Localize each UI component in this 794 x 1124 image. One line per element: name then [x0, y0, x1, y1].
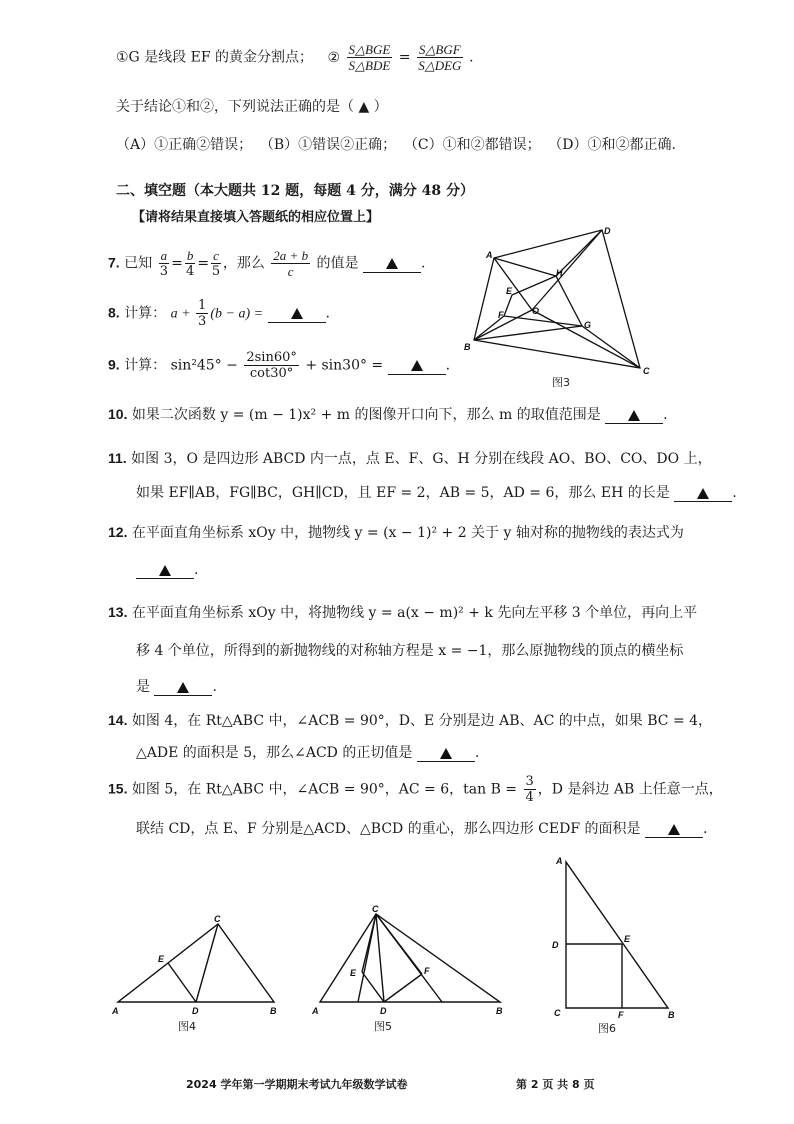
option-c: （C）①和②都错误； [403, 137, 541, 153]
label-b: B [496, 1006, 503, 1016]
figure-4-caption: 图4 [178, 1020, 196, 1033]
label-e: E [506, 286, 513, 296]
options-row [116, 134, 676, 154]
triangle-acb [566, 862, 668, 1008]
section-title: 二、填空题（本大题共 12 题，每题 4 分，满分 48 分） [116, 183, 474, 199]
segment-cd [376, 914, 384, 1002]
option-a: （A）①正确②错误； [116, 137, 253, 153]
answer-blank-15[interactable] [645, 821, 703, 838]
question-7: 7. 已知 $\frac{a}{3}$ = $\frac{b}{4}$ = $\frac{c}{5}$ ，那么 $\frac{2a + b}{c}$ 的值是 . [108, 248, 426, 279]
answer-blank-11[interactable] [674, 485, 732, 502]
label-c: C [214, 914, 221, 924]
label-o: O [532, 306, 540, 316]
label-a: A [112, 1006, 119, 1016]
question-13-line3: 是 . [136, 679, 217, 695]
segment-de [168, 963, 196, 1002]
answer-blank-7[interactable] [363, 256, 421, 273]
segment-ed [362, 972, 384, 1002]
question-13: 13. 在平面直角坐标系 xOy 中，将抛物线 y = a(x − m)² + k 先向左平移 3 个单位，再向上平 [108, 604, 698, 621]
label-c: C [643, 366, 650, 376]
answer-blank-12[interactable] [136, 562, 194, 579]
question-10: 10. 如果二次函数 y = (m − 1)x² + m 的图像开口向下，那么 m 的取值范围是 . [108, 406, 668, 423]
conclusion-1: ①G 是线段 EF 的黄金分割点； [116, 49, 314, 66]
figure-5-caption: 图5 [374, 1020, 392, 1033]
question-12: 12. 在平面直角坐标系 xOy 中，抛物线 y = (x − 1)² + 2 关于 y 轴对称的抛物线的表达式为 [108, 524, 684, 541]
segment-fd [384, 974, 422, 1002]
label-f: F [498, 310, 504, 320]
ratio-2: $\frac{\text{S△BGF}}{\text{S△DEG}}$ [418, 42, 462, 73]
question-8: 8. 计算： a + $\frac{1}{3}$ (b − a) = . [108, 298, 330, 329]
question-9: 9. 计算： sin²45° − $\frac{2\sin 60^\circ}{\cot 30^\circ}$ + sin30° = . [108, 350, 451, 381]
answer-blank-9[interactable] [388, 358, 446, 375]
option-b: （B）①错误②正确； [259, 137, 397, 153]
conclusion-2-label: ② [327, 49, 341, 66]
question-15-line2: 联结 CD，点 E、F 分别是△ACD、△BCD 的重心，那么四边形 CEDF 的面积是 . [136, 821, 708, 837]
figure-3 [462, 222, 662, 378]
conclusion-line: ①G 是线段 EF 的黄金分割点； ② $\frac{\text{S△BGE}}{\text{S△BDE}}$ = $\frac{\text{S△BGF}}{\text{S△DEG}}$ . [116, 42, 474, 73]
question-12-line2: . [136, 562, 198, 579]
answer-blank-14[interactable] [417, 745, 475, 762]
question-11-line2: 如果 EF∥AB，FG∥BC，GH∥CD，且 EF = 2，AB = 5，AD = 6，那么 EH 的长是 . [136, 485, 737, 501]
label-c: C [372, 904, 379, 914]
label-d: D [552, 940, 559, 950]
label-e: E [158, 954, 165, 964]
question-15: 15. 如图 5，在 Rt△ABC 中，∠ACB = 90°，AC = 6，tan B = $\frac{3}{4}$ ，D 是斜边 AB 上任意一点， [108, 774, 723, 805]
triangle-abc [118, 924, 274, 1002]
answer-blank-8[interactable] [268, 306, 326, 323]
figure-5 [312, 902, 512, 1018]
segment-cd [196, 924, 218, 1002]
figure-6 [544, 852, 684, 1022]
label-b: B [270, 1006, 277, 1016]
label-b: B [464, 342, 471, 352]
label-d: D [380, 1006, 387, 1016]
ratio-1: $\frac{\text{S△BGE}}{\text{S△BDE}}$ [348, 42, 391, 73]
answer-blank-10[interactable] [605, 407, 663, 424]
label-f: F [618, 1010, 624, 1020]
label-a: A [312, 1006, 319, 1016]
answer-blank-13[interactable] [154, 679, 212, 696]
section-note: 【请将结果直接填入答题纸的相应位置上】 [132, 210, 380, 225]
footer-title: 2024 学年第一学期期末考试九年级数学试卷 [186, 1078, 408, 1091]
label-b: B [668, 1010, 675, 1020]
label-a: A [486, 250, 493, 260]
option-d: （D）①和②都正确. [548, 137, 676, 153]
figure-4 [108, 914, 288, 1018]
footer-page: 第 2 页 共 8 页 [516, 1078, 595, 1091]
segment-ao [494, 258, 532, 310]
quad-abcd [474, 230, 640, 368]
figure-3-caption: 图3 [552, 376, 570, 389]
question-14: 14. 如图 4，在 Rt△ABC 中，∠ACB = 90°，D、E 分别是边 AB、AC 的中点，如果 BC = 4， [108, 712, 713, 729]
question-13-line2: 移 4 个单位，所得到的新抛物线的对称轴方程是 x = −1，那么原抛物线的顶点的横坐标 [136, 643, 684, 659]
label-d: D [192, 1006, 199, 1016]
figure-6-caption: 图6 [598, 1022, 616, 1035]
question-14-line2: △ADE 的面积是 5，那么∠ACD 的正切值是 . [136, 745, 480, 761]
question-11: 11. 如图 3，O 是四边形 ABCD 内一点，点 E、F、G、H 分别在线段 AO、BO、CO、DO 上， [108, 450, 712, 467]
label-d: D [604, 226, 611, 236]
question-stem: 关于结论①和②，下列说法正确的是（ ▲ ） [116, 99, 388, 115]
label-e: E [624, 934, 631, 944]
label-c: C [554, 1008, 561, 1018]
label-e: E [350, 968, 357, 978]
label-g: G [584, 320, 592, 330]
label-h: H [556, 268, 563, 278]
label-f: F [424, 966, 430, 976]
label-a: A [556, 856, 563, 866]
